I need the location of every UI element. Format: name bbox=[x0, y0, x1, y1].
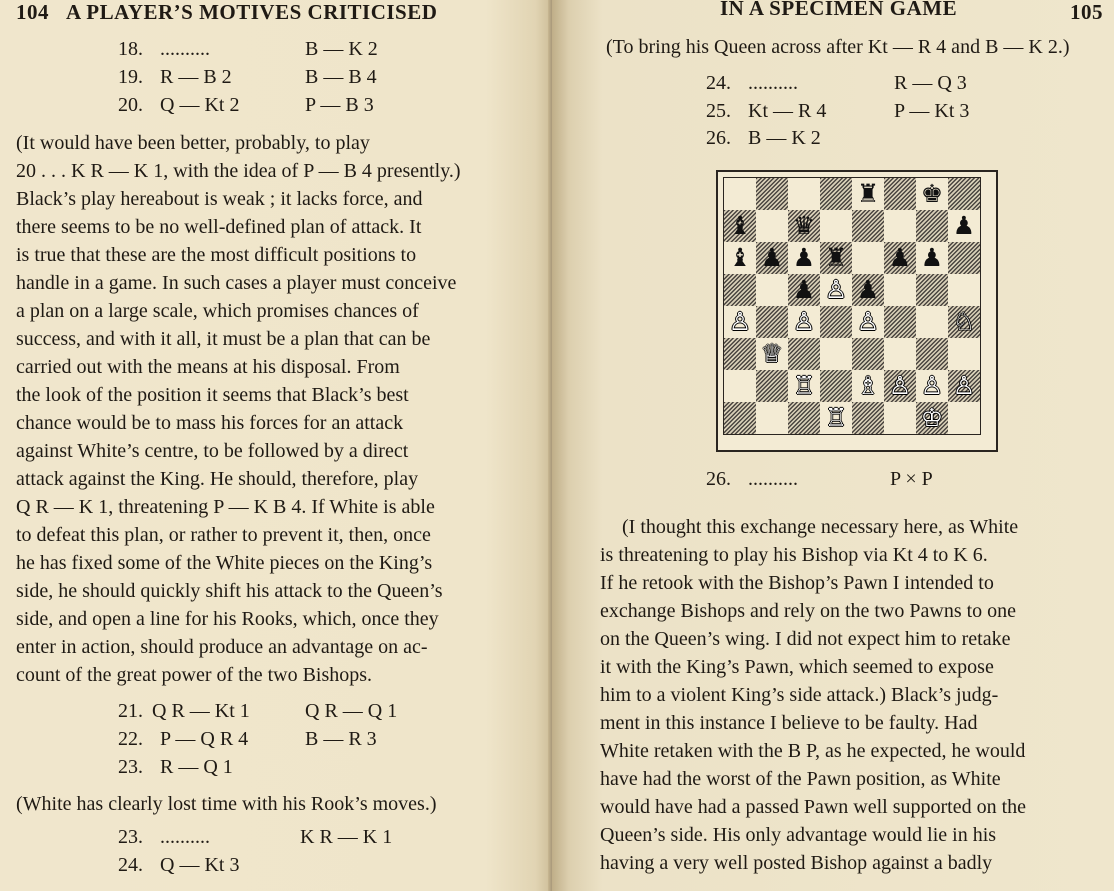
text-line: handle in a game. In such cases a player must conceive bbox=[16, 272, 457, 294]
text-line: attack against the King. He should, therefore, play bbox=[16, 468, 419, 490]
text-line: Queen’s side. His only advantage would lie in his bbox=[600, 824, 997, 846]
text-line: side, he should quickly shift his attack to the Queen’s bbox=[16, 580, 443, 602]
text-line: 20 . . . K R — K 1, with the idea of P — B 4 presently.) bbox=[16, 160, 461, 182]
text-line: (I thought this exchange necessary here, as White bbox=[622, 516, 1019, 538]
black-move: B — B 4 bbox=[305, 66, 377, 88]
board-square bbox=[756, 274, 788, 306]
white-move: Q — Kt 2 bbox=[160, 94, 240, 116]
board-square bbox=[724, 178, 756, 210]
white-move: .......... bbox=[160, 826, 210, 848]
text-line: is threatening to play his Bishop via Kt 4 to K 6. bbox=[600, 544, 988, 566]
move-number: 22. bbox=[118, 728, 143, 750]
board-square bbox=[820, 370, 852, 402]
text-line: a plan on a large scale, which promises chances of bbox=[16, 300, 419, 322]
move-number: 18. bbox=[118, 38, 143, 60]
text-line: he has fixed some of the White pieces on the King’s bbox=[16, 552, 433, 574]
board-square bbox=[724, 274, 756, 306]
black-piece-b6: ♟ bbox=[760, 243, 784, 272]
board-square bbox=[884, 338, 916, 370]
white-piece-c2: ♖ bbox=[792, 371, 816, 400]
text-line: If he retook with the Bishop’s Pawn I intended to bbox=[600, 572, 994, 594]
board-square bbox=[884, 274, 916, 306]
right-running-head: IN A SPECIMEN GAME bbox=[720, 0, 958, 20]
white-piece-g1: ♔ bbox=[920, 403, 944, 432]
black-move: K R — K 1 bbox=[300, 826, 393, 848]
board-square bbox=[948, 178, 980, 210]
black-move: P — B 3 bbox=[305, 94, 374, 116]
text-line: (To bring his Queen across after Kt — R 4 and B — K 2.) bbox=[606, 36, 1070, 58]
black-piece-c7: ♛ bbox=[792, 211, 816, 240]
black-piece-a6: ♝ bbox=[728, 243, 752, 272]
board-square bbox=[916, 338, 948, 370]
black-piece-e8: ♜ bbox=[856, 179, 880, 208]
white-piece-b3: ♕ bbox=[760, 339, 784, 368]
text-line: have had the worst of the Pawn position, as White bbox=[600, 768, 1001, 790]
black-piece-h7: ♟ bbox=[952, 211, 976, 240]
text-line: White retaken with the B P, as he expected, he would bbox=[600, 740, 1026, 762]
white-piece-e4: ♙ bbox=[856, 307, 880, 336]
text-line: to defeat this plan, or rather to prevent it, then, once bbox=[16, 524, 431, 546]
move-number: 21. bbox=[118, 700, 143, 722]
board-square bbox=[884, 178, 916, 210]
board-square bbox=[756, 370, 788, 402]
text-line: Q R — K 1, threatening P — K B 4. If White is able bbox=[16, 496, 435, 518]
text-line: count of the great power of the two Bishops. bbox=[16, 664, 373, 686]
white-move: .......... bbox=[160, 38, 210, 60]
board-square bbox=[948, 338, 980, 370]
board-square bbox=[756, 402, 788, 434]
text-line: ment in this instance I believe to be faulty. Had bbox=[600, 712, 978, 734]
move-number: 19. bbox=[118, 66, 143, 88]
text-line: on the Queen’s wing. I did not expect him to retake bbox=[600, 628, 1011, 650]
white-move: B — K 2 bbox=[748, 127, 821, 149]
board-square bbox=[916, 210, 948, 242]
board-square bbox=[852, 210, 884, 242]
black-piece-e5: ♟ bbox=[856, 275, 880, 304]
board-square bbox=[756, 306, 788, 338]
board-square bbox=[852, 402, 884, 434]
black-move: B — K 2 bbox=[305, 38, 378, 60]
board-square bbox=[884, 210, 916, 242]
right-page-number: 105 bbox=[1070, 0, 1103, 24]
white-piece-h4: ♘ bbox=[952, 307, 976, 336]
black-piece-c5: ♟ bbox=[792, 275, 816, 304]
move-number: 26. bbox=[706, 468, 731, 490]
white-piece-g2: ♙ bbox=[920, 371, 944, 400]
text-line: having a very well posted Bishop against a badly bbox=[600, 852, 993, 874]
black-piece-d6: ♜ bbox=[824, 243, 848, 272]
black-move: B — R 3 bbox=[305, 728, 377, 750]
white-move: .......... bbox=[748, 468, 798, 490]
board-square bbox=[756, 178, 788, 210]
text-line: (White has clearly lost time with his Rook’s moves.) bbox=[16, 793, 437, 815]
white-piece-a4: ♙ bbox=[728, 307, 752, 336]
white-move: .......... bbox=[748, 72, 798, 94]
board-square bbox=[724, 402, 756, 434]
board-square bbox=[884, 306, 916, 338]
white-piece-e2: ♗ bbox=[856, 371, 880, 400]
board-square bbox=[788, 402, 820, 434]
left-running-head: A PLAYER’S MOTIVES CRITICISED bbox=[66, 0, 438, 24]
text-line: is true that these are the most difficult positions to bbox=[16, 244, 417, 266]
black-piece-f6: ♟ bbox=[888, 243, 912, 272]
board-square bbox=[724, 370, 756, 402]
black-move: P × P bbox=[890, 468, 933, 490]
white-piece-f2: ♙ bbox=[888, 371, 912, 400]
text-line: (It would have been better, probably, to play bbox=[16, 132, 370, 154]
white-piece-c4: ♙ bbox=[792, 307, 816, 336]
board-square bbox=[916, 306, 948, 338]
move-number: 25. bbox=[706, 100, 731, 122]
board-square bbox=[820, 338, 852, 370]
white-piece-d5: ♙ bbox=[824, 275, 848, 304]
text-line: against White’s centre, to be followed by a direct bbox=[16, 440, 409, 462]
white-move: Q R — Kt 1 bbox=[152, 700, 250, 722]
text-line: side, and open a line for his Rooks, which, once they bbox=[16, 608, 439, 630]
text-line: him to a violent King’s side attack.) Black’s judg- bbox=[600, 684, 999, 706]
board-square bbox=[756, 210, 788, 242]
black-move: P — Kt 3 bbox=[894, 100, 970, 122]
black-move: Q R — Q 1 bbox=[305, 700, 398, 722]
board-square bbox=[788, 338, 820, 370]
board-square bbox=[820, 210, 852, 242]
move-number: 24. bbox=[118, 854, 143, 876]
left-page-number: 104 bbox=[16, 0, 49, 24]
white-piece-d1: ♖ bbox=[824, 403, 848, 432]
right-page bbox=[552, 0, 1114, 891]
board-square bbox=[884, 402, 916, 434]
black-piece-g8: ♚ bbox=[920, 179, 944, 208]
left-page bbox=[0, 0, 552, 891]
board-square bbox=[948, 402, 980, 434]
text-line: Black’s play hereabout is weak ; it lacks force, and bbox=[16, 188, 423, 210]
text-line: there seems to be no well-defined plan of attack. It bbox=[16, 216, 422, 238]
white-move: P — Q R 4 bbox=[160, 728, 249, 750]
board-square bbox=[852, 242, 884, 274]
move-number: 20. bbox=[118, 94, 143, 116]
text-line: carried out with the means at his disposal. From bbox=[16, 356, 400, 378]
move-number: 24. bbox=[706, 72, 731, 94]
board-square bbox=[852, 338, 884, 370]
board-square bbox=[948, 274, 980, 306]
board-square bbox=[788, 178, 820, 210]
text-line: chance would be to mass his forces for an attack bbox=[16, 412, 404, 434]
move-number: 26. bbox=[706, 127, 731, 149]
black-piece-c6: ♟ bbox=[792, 243, 816, 272]
board-square bbox=[820, 178, 852, 210]
text-line: exchange Bishops and rely on the two Pawns to one bbox=[600, 600, 1017, 622]
black-piece-a7: ♝ bbox=[728, 211, 752, 240]
board-square bbox=[948, 242, 980, 274]
text-line: the look of the position it seems that Black’s best bbox=[16, 384, 409, 406]
white-move: R — B 2 bbox=[160, 66, 232, 88]
board-square bbox=[724, 338, 756, 370]
white-move: Q — Kt 3 bbox=[160, 854, 240, 876]
text-line: would have had a passed Pawn well supported on the bbox=[600, 796, 1027, 818]
text-line: enter in action, should produce an advantage on ac- bbox=[16, 636, 428, 658]
text-line: it with the King’s Pawn, which seemed to expose bbox=[600, 656, 994, 678]
white-move: Kt — R 4 bbox=[748, 100, 827, 122]
black-piece-g6: ♟ bbox=[920, 243, 944, 272]
move-number: 23. bbox=[118, 826, 143, 848]
text-line: success, and with it all, it must be a plan that can be bbox=[16, 328, 431, 350]
white-piece-h2: ♙ bbox=[952, 371, 976, 400]
chess-board bbox=[723, 177, 981, 435]
move-number: 23. bbox=[118, 756, 143, 778]
chess-diagram bbox=[716, 170, 998, 452]
board-square bbox=[916, 274, 948, 306]
board-square bbox=[820, 306, 852, 338]
black-move: R — Q 3 bbox=[894, 72, 967, 94]
white-move: R — Q 1 bbox=[160, 756, 233, 778]
